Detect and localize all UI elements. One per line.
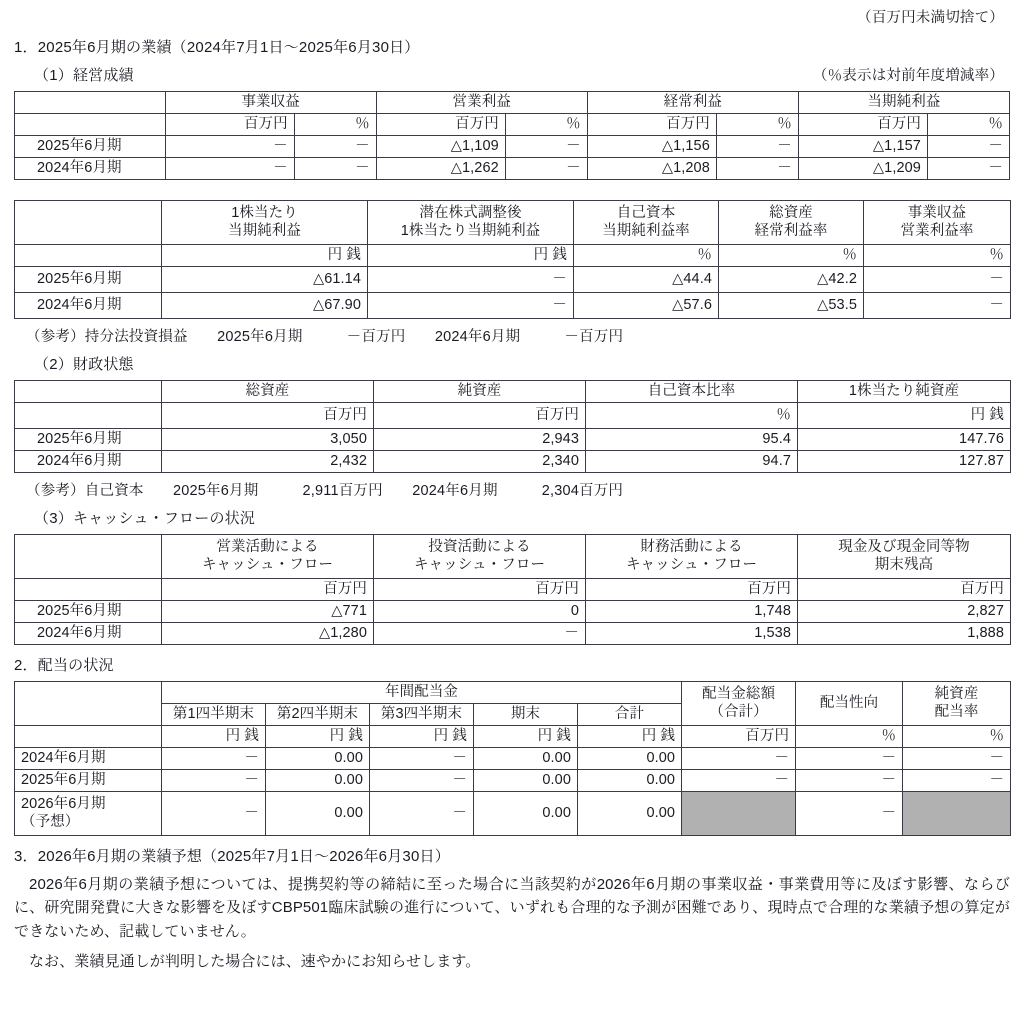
unit-cell: ％ (903, 726, 1011, 748)
unit-cell: 百万円 (165, 114, 294, 136)
corner-cell (15, 92, 166, 114)
dividend-group-header-row (15, 682, 1011, 704)
financial-position-table (14, 380, 1011, 473)
table-header-row (15, 381, 1011, 403)
section-2-title: 2．配当の状況 (14, 657, 114, 674)
data-cell-shaded (903, 792, 1011, 836)
header-net-assets: 純資産 (374, 381, 586, 403)
data-cell: － (162, 748, 266, 770)
row-label: 2025年6月期 (15, 136, 166, 158)
table-row (15, 293, 1011, 319)
header-net-income: 当期純利益 (798, 92, 1009, 114)
forecast-paragraph-1: 2026年6月期の業績予想については、提携契約等の締結に至った場合に当該契約が2026年6月期の事業収益・事業費用等に及ぼす影響、ならびに、研究開発費に大きな影響を及ぼすCBP501臨床試験の進行について、いずれも合理的な予測が困難であり、現時点で合理的な業績予想の算定ができないため、記載していません。 (14, 876, 1010, 940)
section-1-2-title: （2）財政状態 (34, 356, 134, 373)
table-row (15, 267, 1011, 293)
data-cell: △44.4 (574, 267, 719, 293)
header-line-2: 当期純利益率 (602, 222, 690, 239)
data-cell: － (864, 267, 1011, 293)
table-gap (14, 180, 1010, 194)
table-header-row (15, 92, 1010, 114)
unit-cell: 百万円 (587, 114, 716, 136)
header-bps: 1株当たり純資産 (798, 381, 1011, 403)
row-label: 2025年6月期 (15, 601, 162, 623)
unit-cell: ％ (586, 403, 798, 429)
unit-cell: 円 銭 (266, 726, 370, 748)
unit-cell: 百万円 (682, 726, 796, 748)
unit-cell: 百万円 (798, 579, 1011, 601)
header-year-end: 期末 (474, 704, 578, 726)
unit-cell: 円 銭 (578, 726, 682, 748)
unit-cell: 円 銭 (162, 726, 266, 748)
unit-cell: ％ (716, 114, 798, 136)
data-cell: － (162, 770, 266, 792)
row-label: 2024年6月期 (15, 623, 162, 645)
header-q2-end: 第2四半期末 (266, 704, 370, 726)
header-line-1: 自己資本 (616, 205, 676, 222)
data-cell: △61.14 (162, 267, 368, 293)
header-line-2: （合計） (709, 703, 768, 720)
dividend-table (14, 681, 1011, 836)
data-cell: － (505, 158, 587, 180)
row-label: 2025年6月期 (15, 267, 162, 293)
unit-cell: 円 銭 (162, 245, 368, 267)
unit-cell: ％ (574, 245, 719, 267)
header-line-2: キャッシュ・フロー (201, 556, 334, 573)
row-label: 2024年6月期 (15, 451, 162, 473)
table-row (15, 136, 1010, 158)
header-line-2: 配当率 (934, 703, 979, 720)
header-line-2: 営業利益率 (900, 222, 974, 239)
row-label-line-1: 2026年6月期 (21, 796, 106, 813)
data-cell: 0.00 (474, 792, 578, 836)
header-cash-balance (798, 535, 1011, 579)
data-cell: － (374, 623, 586, 645)
data-cell: － (682, 770, 796, 792)
header-line-2: 期末残高 (874, 556, 934, 573)
unit-cell: ％ (796, 726, 903, 748)
table-header-row (15, 535, 1011, 579)
header-q1-end: 第1四半期末 (162, 704, 266, 726)
equity-capital-reference: （参考）自己資本 2025年6月期 2,911百万円 2024年6月期 2,304百万円 (26, 483, 624, 499)
header-line-1: 営業活動による (216, 539, 319, 556)
data-cell: △771 (162, 601, 374, 623)
unit-cell: 百万円 (798, 114, 927, 136)
data-cell: 2,432 (162, 451, 374, 473)
data-cell: △42.2 (719, 267, 864, 293)
header-diluted-eps (368, 201, 574, 245)
data-cell: － (903, 770, 1011, 792)
header-annual-dividend: 年間配当金 (162, 682, 682, 704)
data-cell: 0.00 (266, 748, 370, 770)
data-cell: － (294, 136, 376, 158)
table-unit-row (15, 403, 1011, 429)
header-operating-income: 営業利益 (376, 92, 587, 114)
data-cell: △1,109 (376, 136, 505, 158)
header-line-1: 現金及び現金同等物 (838, 539, 970, 556)
unit-cell: 百万円 (162, 403, 374, 429)
header-line-1: 事業収益 (907, 205, 967, 222)
unit-cell: ％ (505, 114, 587, 136)
data-cell: 2,943 (374, 429, 586, 451)
data-cell: － (370, 748, 474, 770)
table-row (15, 623, 1011, 645)
data-cell: 1,888 (798, 623, 1011, 645)
row-label: 2024年6月期 (15, 293, 162, 319)
corner-cell (15, 535, 162, 579)
data-cell: － (162, 792, 266, 836)
table-unit-row (15, 245, 1011, 267)
unit-cell: 百万円 (586, 579, 798, 601)
equity-method-reference: （参考）持分法投資損益 2025年6月期 －百万円 2024年6月期 －百万円 (26, 329, 624, 345)
unit-row-label (15, 403, 162, 429)
header-dividend-on-equity (903, 682, 1011, 726)
data-cell: － (368, 293, 574, 319)
row-label-line-2: （予想） (21, 813, 80, 830)
row-label: 2025年6月期 (15, 429, 162, 451)
data-cell: － (927, 136, 1009, 158)
table-row (15, 770, 1011, 792)
data-cell: － (927, 158, 1009, 180)
data-cell: 0.00 (578, 792, 682, 836)
rounding-note: （百万円未満切捨て） (857, 10, 1004, 26)
unit-row-label (15, 579, 162, 601)
per-share-ratios-table (14, 200, 1011, 319)
row-label-forecast (15, 792, 162, 836)
header-ordinary-income: 経常利益 (587, 92, 798, 114)
section-1-3-title: （3）キャッシュ・フローの状況 (34, 510, 256, 527)
data-cell: － (864, 293, 1011, 319)
data-cell-shaded (682, 792, 796, 836)
data-cell: △53.5 (719, 293, 864, 319)
data-cell: 2,827 (798, 601, 1011, 623)
data-cell: △1,156 (587, 136, 716, 158)
operating-results-table (14, 91, 1010, 180)
table-row (15, 158, 1010, 180)
table-unit-row (15, 114, 1010, 136)
percent-note: （％表示は対前年度増減率） (812, 68, 1004, 84)
data-cell: △1,262 (376, 158, 505, 180)
unit-cell: 円 銭 (370, 726, 474, 748)
header-line-1: 配当金総額 (702, 686, 776, 703)
data-cell: 95.4 (586, 429, 798, 451)
header-total-dividend (682, 682, 796, 726)
unit-row-label (15, 726, 162, 748)
data-cell: △67.90 (162, 293, 368, 319)
table-row (15, 451, 1011, 473)
data-cell: － (796, 792, 903, 836)
data-cell: － (716, 158, 798, 180)
unit-cell: ％ (294, 114, 376, 136)
data-cell: △1,209 (798, 158, 927, 180)
data-cell: 0.00 (266, 792, 370, 836)
data-cell: 94.7 (586, 451, 798, 473)
section-1-title: 1．2025年6月期の業績（2024年7月1日～2025年6月30日） (14, 39, 420, 56)
header-line-1: 投資活動による (428, 539, 531, 556)
section-1-1-title: （1）経営成績 (34, 67, 134, 84)
data-cell: － (796, 770, 903, 792)
unit-cell: ％ (719, 245, 864, 267)
cash-flow-table (14, 534, 1011, 645)
corner-cell (15, 201, 162, 245)
header-line-1: 総資産 (769, 205, 813, 222)
data-cell: － (370, 770, 474, 792)
data-cell: 1,538 (586, 623, 798, 645)
unit-cell: ％ (864, 245, 1011, 267)
data-cell: 0.00 (578, 748, 682, 770)
header-total-assets: 総資産 (162, 381, 374, 403)
data-cell: － (165, 136, 294, 158)
header-eps (162, 201, 368, 245)
corner-cell (15, 682, 162, 726)
data-cell: 3,050 (162, 429, 374, 451)
header-line-1: 財務活動による (640, 539, 743, 556)
row-label: 2024年6月期 (15, 158, 166, 180)
header-operating-cf (162, 535, 374, 579)
unit-row-label (15, 245, 162, 267)
data-cell: 127.87 (798, 451, 1011, 473)
header-line-2: キャッシュ・フロー (413, 556, 546, 573)
table-row (15, 748, 1011, 770)
data-cell: － (796, 748, 903, 770)
header-investing-cf (374, 535, 586, 579)
header-line-2: キャッシュ・フロー (625, 556, 758, 573)
unit-cell: 百万円 (162, 579, 374, 601)
data-cell: △57.6 (574, 293, 719, 319)
header-line-2: 当期純利益 (228, 222, 301, 239)
header-equity-ratio: 自己資本比率 (586, 381, 798, 403)
data-cell: － (368, 267, 574, 293)
unit-cell: 百万円 (376, 114, 505, 136)
table-row-forecast (15, 792, 1011, 836)
unit-cell: ％ (927, 114, 1009, 136)
section-1-1-header (14, 57, 1010, 85)
data-cell: 2,340 (374, 451, 586, 473)
table-unit-row (15, 726, 1011, 748)
header-financing-cf (586, 535, 798, 579)
data-cell: △1,280 (162, 623, 374, 645)
data-cell: － (716, 136, 798, 158)
data-cell: － (370, 792, 474, 836)
data-cell: － (165, 158, 294, 180)
header-line-1: 潜在株式調整後 (419, 205, 522, 222)
header-roe (574, 201, 719, 245)
unit-row-label (15, 114, 166, 136)
header-revenue: 事業収益 (165, 92, 376, 114)
header-total: 合計 (578, 704, 682, 726)
table-header-row (15, 201, 1011, 245)
table-row (15, 601, 1011, 623)
data-cell: 1,748 (586, 601, 798, 623)
forecast-paragraph-2: なお、業績見通しが判明した場合には、速やかにお知らせします。 (29, 952, 481, 970)
header-q3-end: 第3四半期末 (370, 704, 474, 726)
data-cell: △1,157 (798, 136, 927, 158)
table-row (15, 429, 1011, 451)
unit-cell: 百万円 (374, 403, 586, 429)
data-cell: 0.00 (474, 770, 578, 792)
data-cell: 0 (374, 601, 586, 623)
unit-cell: 円 銭 (474, 726, 578, 748)
section-3-title: 3．2026年6月期の業績予想（2025年7月1日～2026年6月30日） (14, 848, 450, 865)
data-cell: 0.00 (474, 748, 578, 770)
header-line-2: 経常利益率 (754, 222, 828, 239)
row-label: 2024年6月期 (15, 748, 162, 770)
header-line-1: 1株当たり (231, 205, 298, 222)
unit-cell: 円 銭 (368, 245, 574, 267)
corner-cell (15, 381, 162, 403)
row-label: 2025年6月期 (15, 770, 162, 792)
header-roa (719, 201, 864, 245)
header-line-1: 純資産 (934, 686, 979, 703)
unit-cell: 百万円 (374, 579, 586, 601)
header-payout-ratio: 配当性向 (796, 682, 903, 726)
header-line-2: 1株当たり当期純利益 (400, 222, 541, 239)
data-cell: － (505, 136, 587, 158)
data-cell: 0.00 (578, 770, 682, 792)
data-cell: 147.76 (798, 429, 1011, 451)
data-cell: △1,208 (587, 158, 716, 180)
unit-cell: 円 銭 (798, 403, 1011, 429)
table-unit-row (15, 579, 1011, 601)
data-cell: － (682, 748, 796, 770)
header-operating-margin (864, 201, 1011, 245)
data-cell: － (294, 158, 376, 180)
data-cell: － (903, 748, 1011, 770)
data-cell: 0.00 (266, 770, 370, 792)
